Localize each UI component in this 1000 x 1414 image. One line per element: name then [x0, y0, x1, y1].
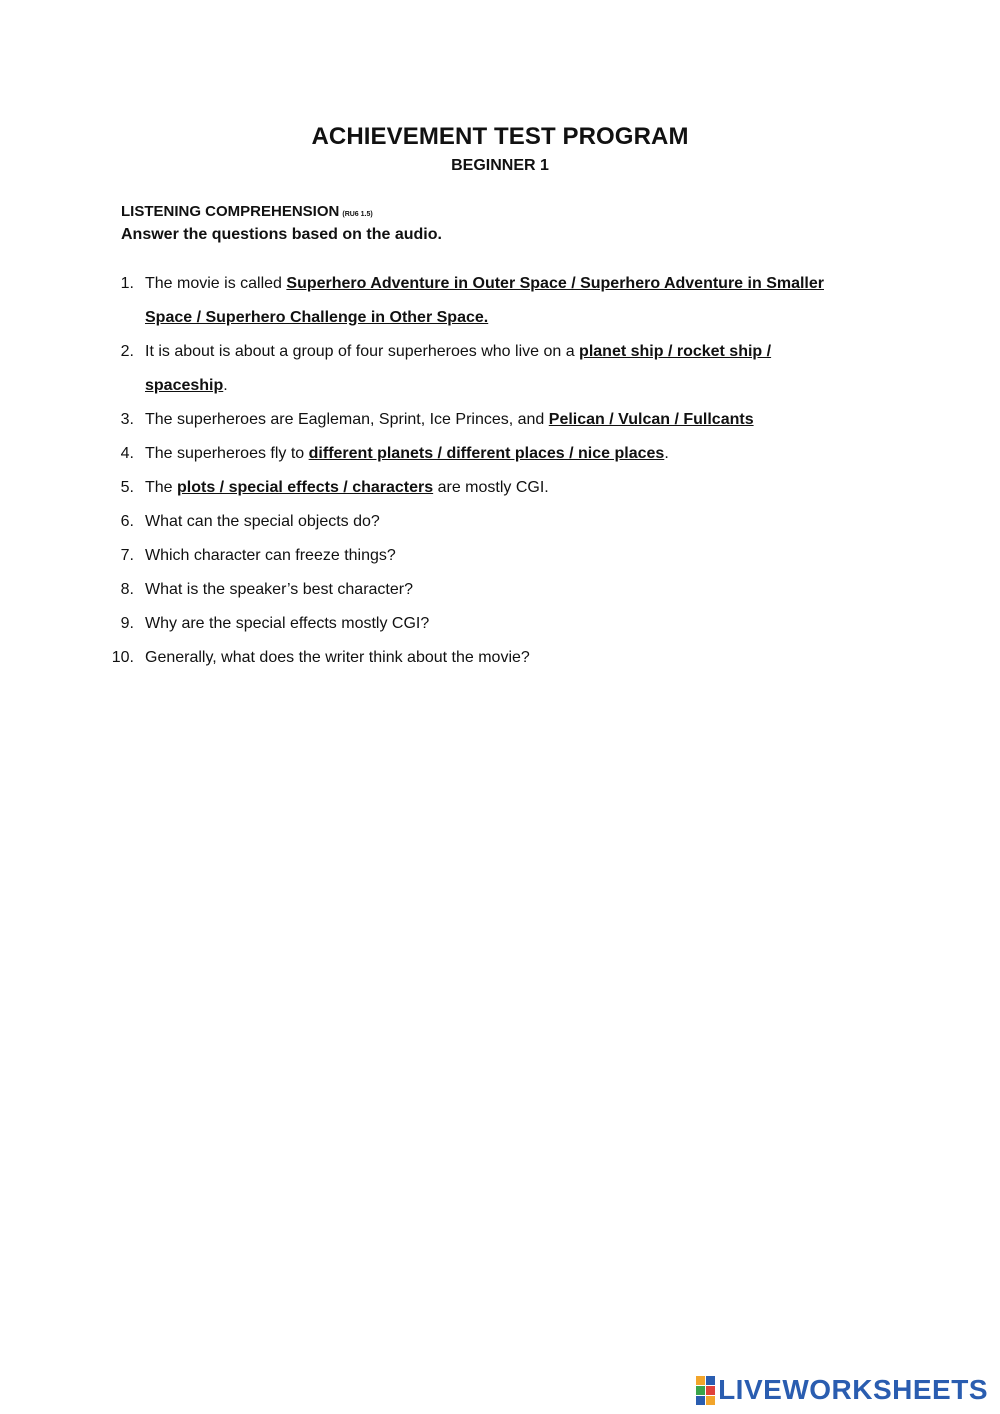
question-text: It is about is about a group of four superheroes who live on a — [145, 343, 580, 360]
page-subtitle: BEGINNER 1 — [451, 157, 549, 174]
question-text: Generally, what does the writer think about the movie? — [145, 649, 530, 666]
logo-icon — [696, 1376, 715, 1405]
question-text-end: are mostly CGI. — [433, 479, 549, 496]
question-number: 7. — [120, 547, 134, 564]
question-number: 8. — [120, 581, 134, 598]
question-text: The superheroes fly to — [145, 445, 309, 462]
section-heading — [121, 203, 373, 220]
question-text-end: . — [223, 377, 228, 394]
question-list — [0, 267, 1000, 675]
question-text: The movie is called — [145, 275, 287, 292]
section-instruction: Answer the questions based on the audio. — [121, 226, 442, 243]
logo-wordmark: LIVEWORKSHEETS — [718, 1374, 988, 1405]
question-1 — [0, 267, 850, 335]
question-3 — [0, 403, 850, 437]
question-text: What is the speaker’s best character? — [145, 581, 413, 598]
question-number: 1. — [120, 275, 134, 292]
question-number: 2. — [120, 343, 134, 360]
question-6 — [0, 505, 850, 539]
question-9 — [0, 607, 850, 641]
question-number: 5. — [120, 479, 134, 496]
answer-options[interactable]: plots / special effects / characters — [177, 479, 434, 496]
answer-options[interactable]: planet ship / rocket ship / spaceship — [145, 343, 772, 394]
section-heading-text: LISTENING COMPREHENSION — [121, 203, 340, 220]
question-7 — [0, 539, 850, 573]
liveworksheets-logo — [696, 1374, 988, 1406]
question-text: Why are the special effects mostly CGI? — [145, 615, 430, 632]
answer-options[interactable]: Superhero Adventure in Outer Space / Superhero Adventure in Smaller Space / Superhero Challenge in Other Space. — [145, 275, 824, 326]
question-number: 9. — [120, 615, 134, 632]
question-text: The — [145, 479, 178, 496]
question-text: Which character can freeze things? — [145, 547, 396, 564]
section-code: (RU6 1.5) — [342, 211, 373, 218]
question-text: What can the special objects do? — [145, 513, 380, 530]
answer-options[interactable]: Pelican / Vulcan / Fullcants — [548, 411, 754, 428]
question-text: The superheroes are Eagleman, Sprint, Ice Princes, and — [145, 411, 549, 428]
question-10 — [0, 641, 850, 675]
question-number: 3. — [120, 411, 134, 428]
question-4 — [0, 437, 850, 471]
question-number: 6. — [120, 513, 134, 530]
page-title: ACHIEVEMENT TEST PROGRAM — [311, 123, 689, 150]
question-number: 10. — [111, 649, 134, 666]
question-2 — [0, 335, 850, 403]
question-8 — [0, 573, 850, 607]
question-number: 4. — [120, 445, 134, 462]
answer-options[interactable]: different planets / different places / nice places — [308, 445, 665, 462]
question-5 — [0, 471, 850, 505]
question-text-end: . — [664, 445, 669, 462]
